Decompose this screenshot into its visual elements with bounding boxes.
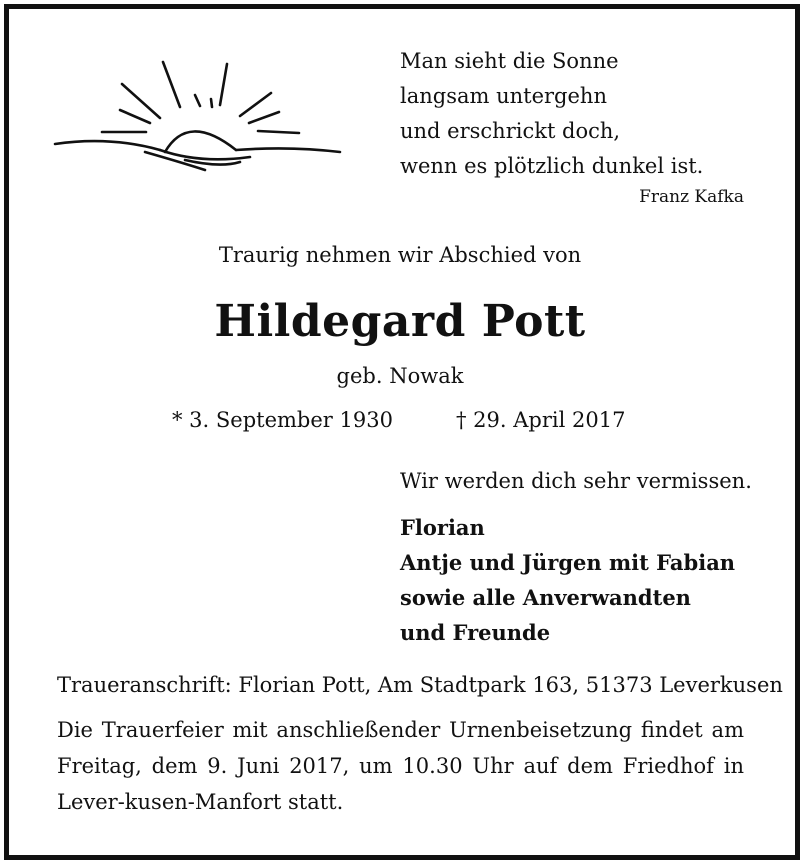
mourner: Antje und Jürgen mit Fabian	[400, 550, 736, 575]
intro-text: Traurig nehmen wir Abschied von	[218, 243, 582, 267]
sunset-icon	[50, 52, 350, 182]
deceased-name: Hildegard Pott	[214, 296, 586, 347]
closing-line: Wir werden dich sehr vermissen.	[400, 469, 752, 493]
mourning-address: Traueranschrift: Florian Pott, Am Stadtpark 163, 51373 Leverkusen	[57, 673, 783, 697]
mourner: und Freunde	[400, 620, 551, 645]
mourner: sowie alle Anverwandten	[400, 585, 691, 610]
mourners-list	[400, 510, 735, 650]
quote-author: Franz Kafka	[639, 187, 744, 207]
quote-line: wenn es plötzlich dunkel ist.	[400, 154, 704, 178]
quote-line: Man sieht die Sonne	[400, 49, 619, 73]
mourner: Florian	[400, 515, 485, 540]
kafka-quote	[400, 44, 703, 184]
death-date: † 29. April 2017	[456, 408, 626, 432]
quote-line: langsam untergehn	[400, 84, 607, 108]
quote-line: und erschrickt doch,	[400, 119, 621, 143]
maiden-name: geb. Nowak	[336, 364, 464, 388]
birth-date: * 3. September 1930	[172, 408, 393, 432]
service-details: Die Trauerfeier mit anschließender Urnenbeisetzung findet am Freitag, dem 9. Juni 2017, um 10.30 Uhr auf dem Friedhof in Lever-kusen-Manfort statt.	[57, 718, 744, 814]
